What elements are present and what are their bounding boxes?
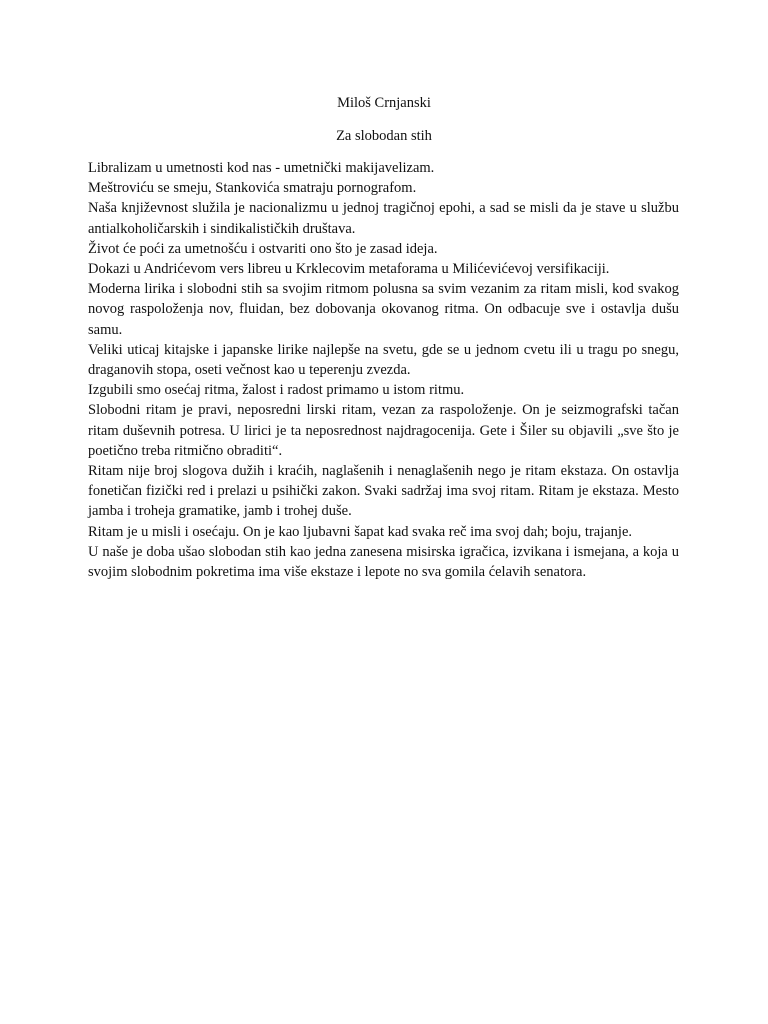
paragraph: Moderna lirika i slobodni stih sa svojim ritmom polusna sa svim vezanim za ritam misli, kod svakog novog raspoloženja nov, fluidan, bez dobovanja okovanog ritma. On odbacuje sve i ostavlja dušu samu. [88, 281, 679, 338]
paragraph: Slobodni ritam je pravi, neposredni lirski ritam, vezan za raspoloženje. On je seizmografski tačan ritam duševnih potresa. U lirici je ta neposrednost najdragocenija. Gete i Šiler su objavili „sve što je poetično treba ritmično obraditi“. [88, 402, 679, 459]
paragraph: Meštroviću se smeju, Stankovića smatraju pornografom. [88, 180, 417, 197]
paragraph: Dokazi u Andrićevom vers libreu u Krklecovim metaforama u Milićevićevoj versifikaciji. [88, 261, 610, 278]
paragraph: Naša književnost služila je nacionalizmu u jednoj tragičnoj epohi, a sad se misli da je stave u službu antialkoholičarskih i sindikalističkih društava. [88, 200, 679, 237]
paragraph: Izgubili smo osećaj ritma, žalost i radost primamo u istom ritmu. [88, 382, 465, 399]
body-text [88, 158, 679, 582]
author-name: Miloš Crnjanski [337, 95, 431, 111]
paragraph: Libralizam u umetnosti kod nas - umetnički makijavelizam. [88, 160, 435, 176]
document-title: Za slobodan stih [336, 128, 432, 144]
paragraph: Život će poći za umetnošću i ostvariti ono što je zasad ideja. [88, 240, 438, 257]
paragraph: Ritam je u misli i osećaju. On je kao ljubavni šapat kad svaka reč ima svoj dah; boju, trajanje. [88, 523, 633, 540]
paragraph: U naše je doba ušao slobodan stih kao jedna zanesena misirska igračica, izvikana i ismejana, a koja u svojim slobodnim pokretima ima više ekstaze i lepote no sva gomila ćelavih senatora. [88, 543, 679, 581]
paragraph: Ritam nije broj slogova dužih i kraćih, naglašenih i nenaglašenih nego je ritam ekstaza. On ostavlja fonetičan fizički red i prelazi u psihički zakon. Svaki sadržaj ima svoj ritam. Ritam je ekstaza. Mesto jamba i troheja gramatike, jamb i trohej duše. [88, 463, 679, 520]
paragraph: Veliki uticaj kitajske i japanske lirike najlepše na svetu, gde se u jednom cvetu ili u tragu po snegu, draganovih stopa, oseti večnost kao u teperenju zvezda. [88, 341, 679, 379]
